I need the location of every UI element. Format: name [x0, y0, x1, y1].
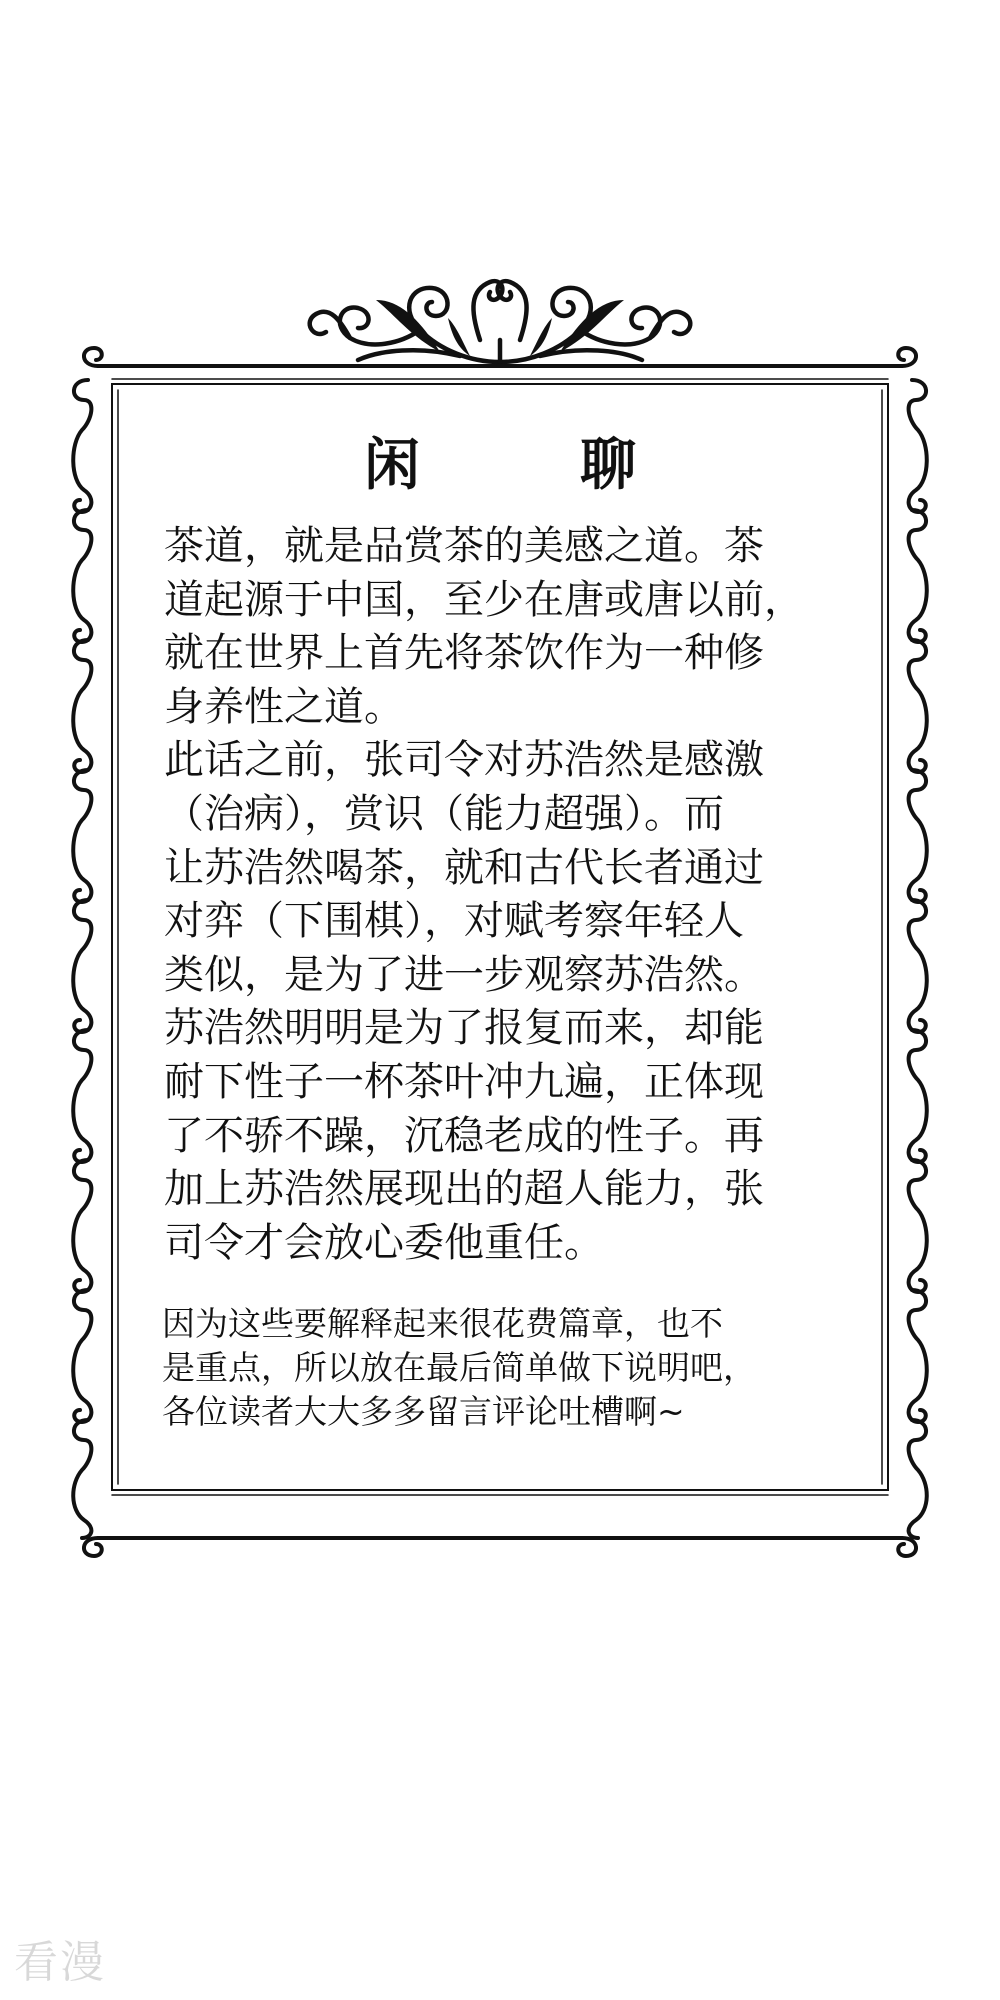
note-line: 各位读者大大多多留言评论吐槽啊~ — [162, 1392, 685, 1431]
panel-title — [110, 420, 890, 510]
body-line: 道起源于中国，至少在唐或唐以前， — [164, 576, 804, 623]
scroll-flourish-icon — [310, 281, 691, 362]
note-line: 因为这些要解释起来很花费篇章，也不 — [162, 1304, 723, 1343]
body-line: 司令才会放心委他重任。 — [164, 1219, 604, 1266]
body-line: 苏浩然明明是为了报复而来，却能 — [164, 1005, 764, 1052]
body-line: 对弈（下围棋），对赋考察年轻人 — [164, 898, 744, 945]
body-line: 加上苏浩然展现出的超人能力，张 — [164, 1166, 764, 1213]
body-line: 此话之前，张司令对苏浩然是感激 — [164, 737, 764, 784]
panel-title-char-1: 闲 — [364, 432, 420, 498]
left-scroll-border-icon — [73, 380, 91, 1538]
note-line: 是重点，所以放在最后简单做下说明吧， — [162, 1348, 756, 1387]
watermark-logo: 看漫 — [14, 1937, 106, 1988]
body-line: 让苏浩然喝茶，就和古代长者通过 — [164, 844, 764, 891]
body-line: （治病），赏识（能力超强）。而 — [164, 790, 724, 837]
body-line: 类似，是为了进一步观察苏浩然。 — [164, 951, 764, 998]
body-paragraph — [164, 520, 864, 1270]
panel-title-char-2: 聊 — [580, 432, 636, 498]
right-scroll-border-icon — [909, 380, 927, 1538]
body-line: 就在世界上首先将茶饮作为一种修 — [164, 630, 764, 677]
body-line: 了不骄不躁，沉稳老成的性子。再 — [164, 1112, 764, 1159]
body-line: 身养性之道。 — [164, 683, 404, 730]
body-line: 耐下性子一杯茶叶冲九遍，正体现 — [164, 1058, 764, 1105]
body-line: 茶道，就是品赏茶的美感之道。茶 — [164, 523, 764, 569]
author-note — [162, 1302, 862, 1434]
